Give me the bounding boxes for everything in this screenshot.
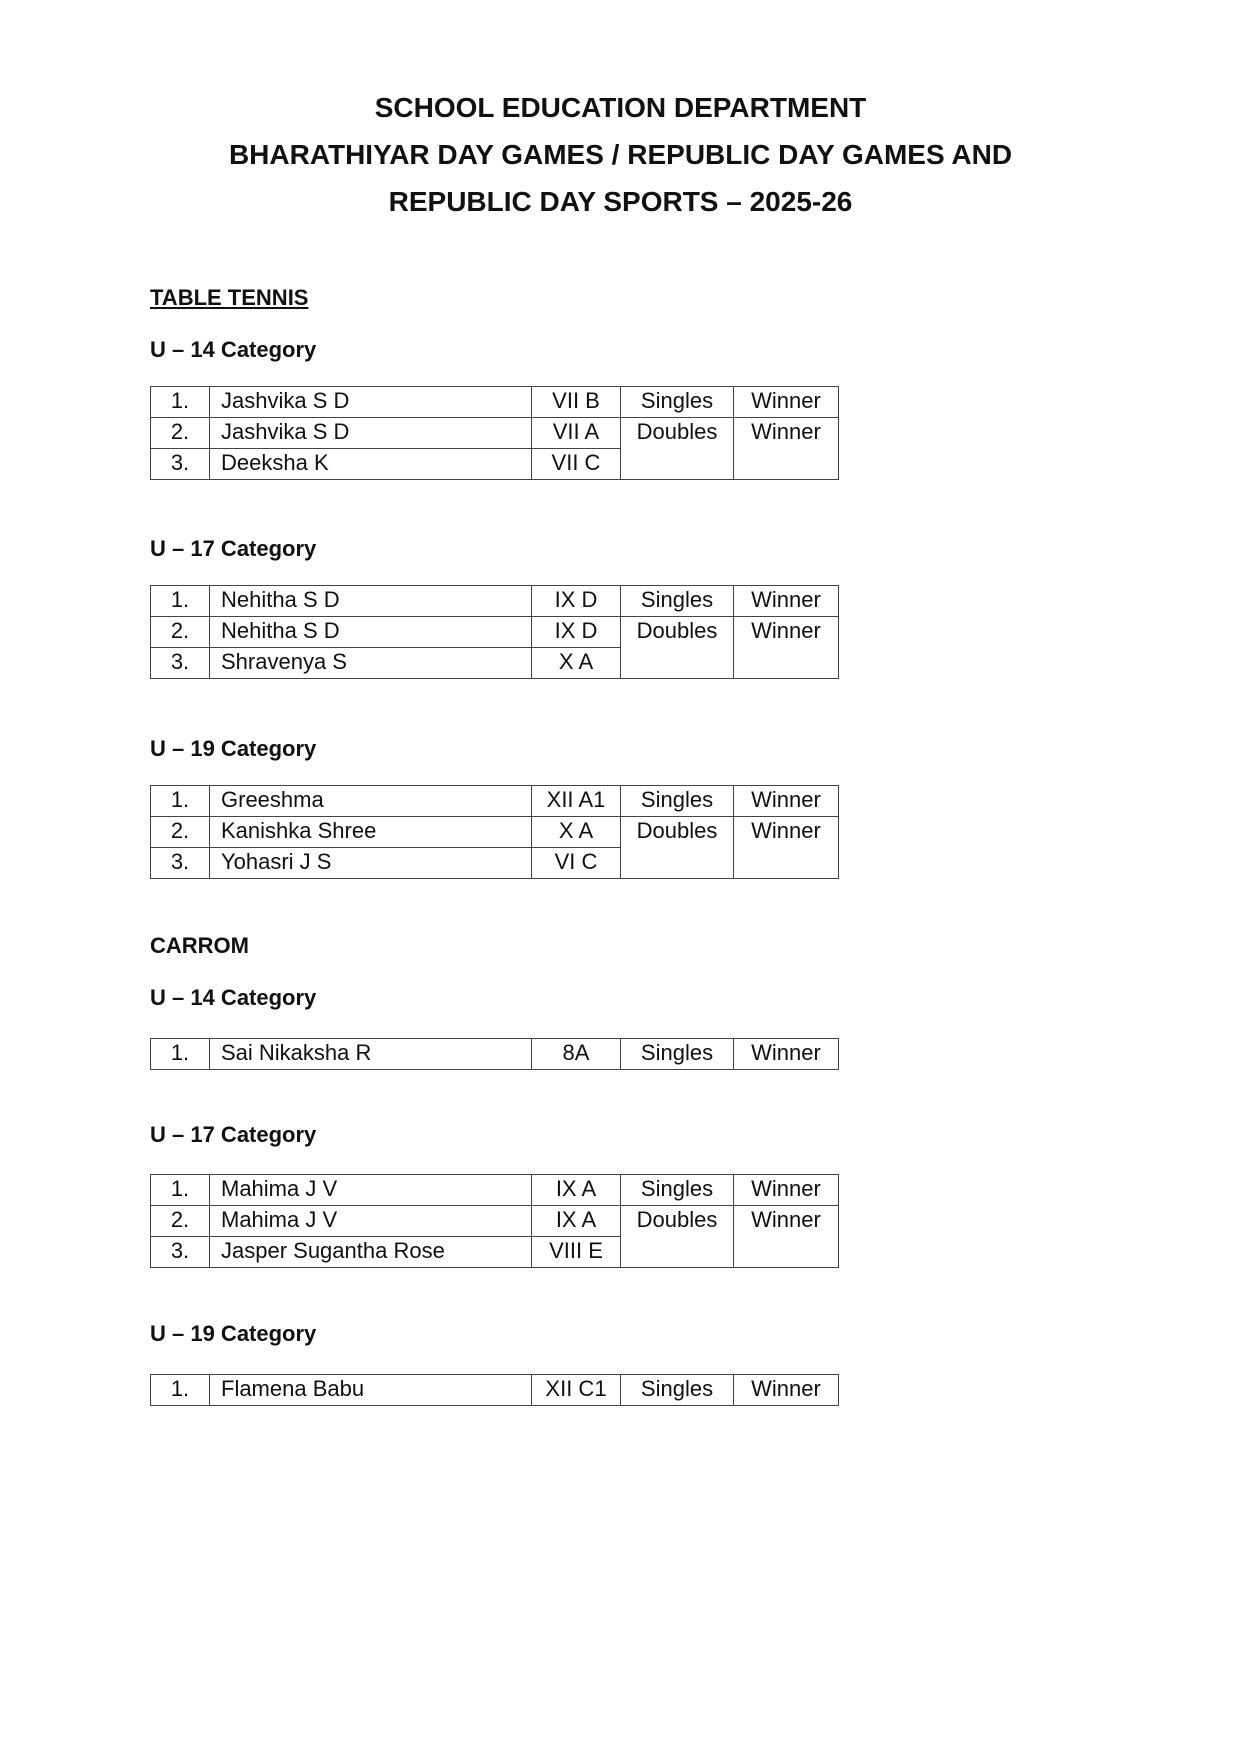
table-row: [151, 786, 839, 817]
class-section: VIII E: [532, 1237, 621, 1268]
header-line-1: SCHOOL EDUCATION DEPARTMENT: [374, 92, 867, 123]
carrom-u19-table: [150, 1374, 839, 1406]
student-name: Mahima J V: [210, 1206, 532, 1237]
event-type: Doubles: [621, 1206, 734, 1268]
student-name: Yohasri J S: [210, 848, 532, 879]
tt-u19-table: [150, 785, 839, 879]
result: Winner: [734, 418, 839, 480]
table-row: [151, 387, 839, 418]
header-line-2: BHARATHIYAR DAY GAMES / REPUBLIC DAY GAMES AND: [228, 139, 1013, 170]
tt-u17-table: [150, 585, 839, 679]
class-section: XII C1: [532, 1375, 621, 1406]
class-section: XII A1: [532, 786, 621, 817]
tt-u14-label: U – 14 Category: [150, 337, 317, 362]
result: Winner: [734, 1175, 839, 1206]
table-row: [151, 1375, 839, 1406]
tt-u14-table: [150, 386, 839, 480]
carrom-u14-label: U – 14 Category: [150, 985, 317, 1010]
table-row: [151, 1206, 839, 1237]
student-name: Nehitha S D: [210, 617, 532, 648]
class-section: VI C: [532, 848, 621, 879]
carrom-heading: CARROM: [150, 933, 249, 958]
tt-u17-label: U – 17 Category: [150, 536, 317, 561]
student-name: Jashvika S D: [210, 418, 532, 449]
event-type: Doubles: [621, 817, 734, 879]
row-number: 3.: [151, 848, 210, 879]
table-row: [151, 1175, 839, 1206]
result: Winner: [734, 1039, 839, 1070]
event-type: Doubles: [621, 418, 734, 480]
student-name: Deeksha K: [210, 449, 532, 480]
row-number: 2.: [151, 817, 210, 848]
event-type: Singles: [621, 586, 734, 617]
result: Winner: [734, 1206, 839, 1268]
class-section: X A: [532, 817, 621, 848]
row-number: 1.: [151, 1039, 210, 1070]
tt-u19-label: U – 19 Category: [150, 736, 317, 761]
event-type: Singles: [621, 387, 734, 418]
header-line-3: REPUBLIC DAY SPORTS – 2025-26: [388, 186, 853, 217]
student-name: Shravenya S: [210, 648, 532, 679]
event-type: Singles: [621, 1375, 734, 1406]
class-section: IX D: [532, 586, 621, 617]
class-section: VII C: [532, 449, 621, 480]
row-number: 2.: [151, 617, 210, 648]
table-row: [151, 586, 839, 617]
row-number: 1.: [151, 387, 210, 418]
class-section: IX A: [532, 1206, 621, 1237]
student-name: Jashvika S D: [210, 387, 532, 418]
table-tennis-heading: TABLE TENNIS: [150, 285, 309, 310]
event-type: Singles: [621, 1175, 734, 1206]
class-section: 8A: [532, 1039, 621, 1070]
row-number: 1.: [151, 1375, 210, 1406]
table-row: [151, 1039, 839, 1070]
carrom-u19-label: U – 19 Category: [150, 1321, 317, 1346]
carrom-u17-table: [150, 1174, 839, 1268]
event-type: Doubles: [621, 617, 734, 679]
carrom-u14-table: [150, 1038, 839, 1070]
event-type: Singles: [621, 786, 734, 817]
result: Winner: [734, 1375, 839, 1406]
row-number: 3.: [151, 648, 210, 679]
student-name: Flamena Babu: [210, 1375, 532, 1406]
carrom-u17-label: U – 17 Category: [150, 1122, 317, 1147]
student-name: Greeshma: [210, 786, 532, 817]
class-section: VII B: [532, 387, 621, 418]
row-number: 3.: [151, 449, 210, 480]
class-section: X A: [532, 648, 621, 679]
student-name: Mahima J V: [210, 1175, 532, 1206]
student-name: Sai Nikaksha R: [210, 1039, 532, 1070]
table-row: [151, 817, 839, 848]
row-number: 1.: [151, 1175, 210, 1206]
class-section: VII A: [532, 418, 621, 449]
row-number: 1.: [151, 786, 210, 817]
row-number: 3.: [151, 1237, 210, 1268]
student-name: Jasper Sugantha Rose: [210, 1237, 532, 1268]
row-number: 2.: [151, 418, 210, 449]
result: Winner: [734, 617, 839, 679]
row-number: 1.: [151, 586, 210, 617]
student-name: Kanishka Shree: [210, 817, 532, 848]
table-row: [151, 418, 839, 449]
table-row: [151, 617, 839, 648]
event-type: Singles: [621, 1039, 734, 1070]
result: Winner: [734, 586, 839, 617]
class-section: IX A: [532, 1175, 621, 1206]
student-name: Nehitha S D: [210, 586, 532, 617]
result: Winner: [734, 387, 839, 418]
row-number: 2.: [151, 1206, 210, 1237]
class-section: IX D: [532, 617, 621, 648]
result: Winner: [734, 817, 839, 879]
result: Winner: [734, 786, 839, 817]
